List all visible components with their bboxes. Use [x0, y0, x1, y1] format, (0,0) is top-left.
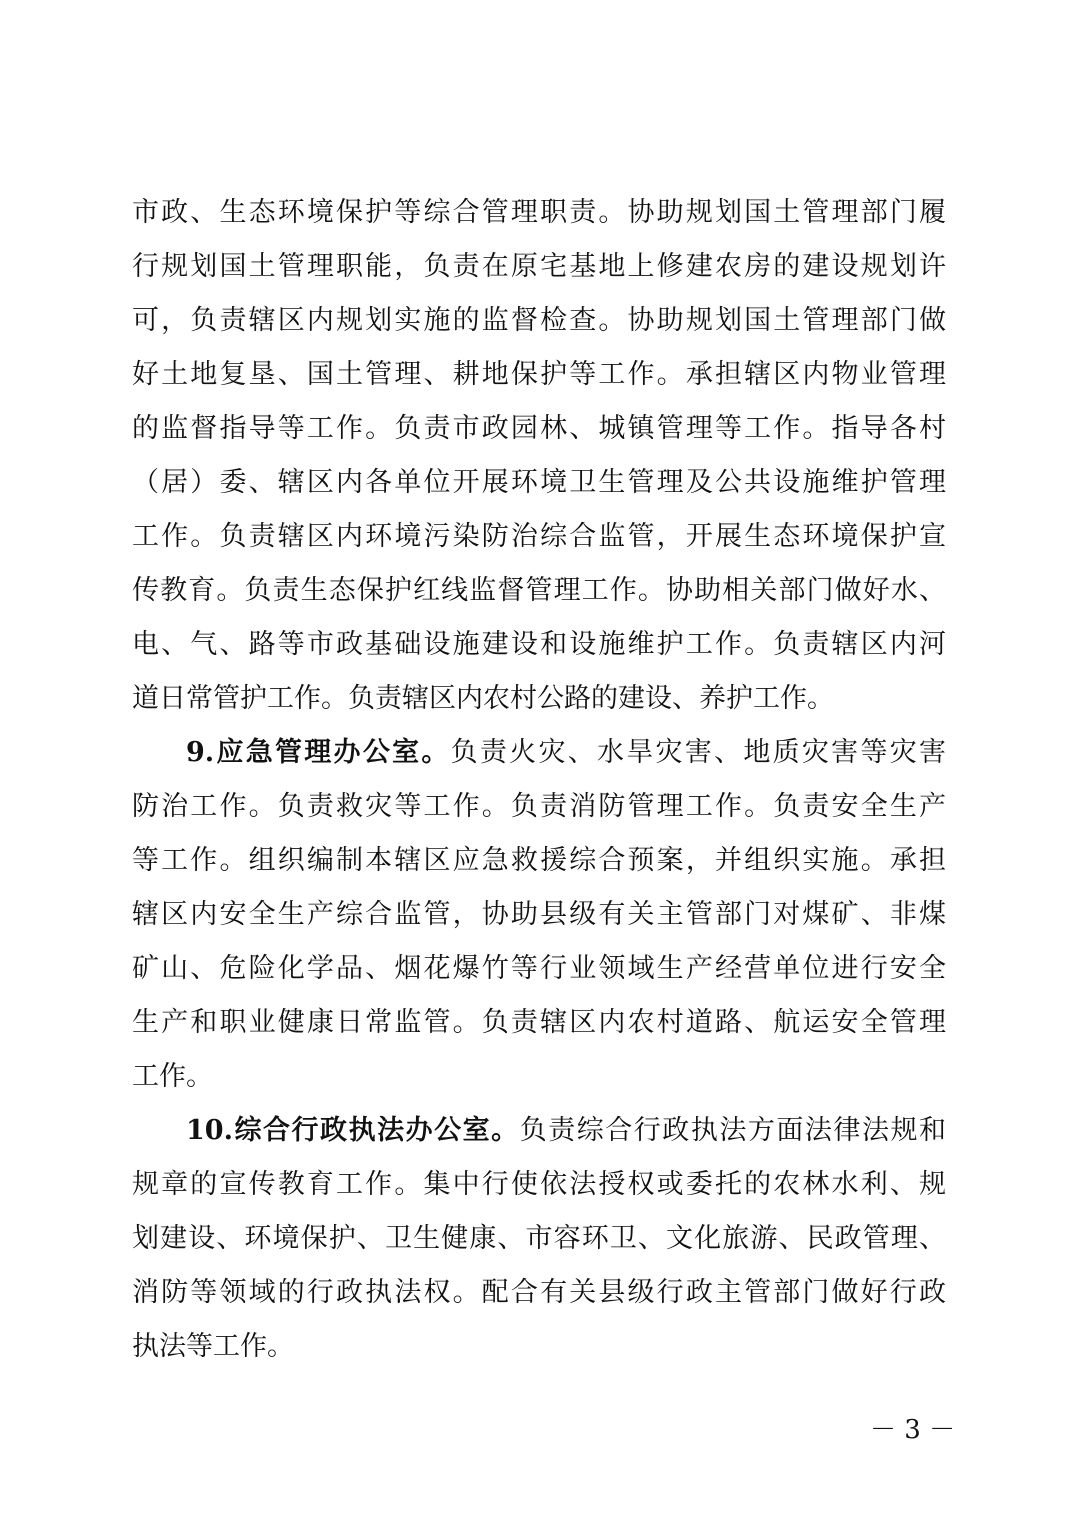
paragraph-continuation: [132, 186, 946, 726]
text-line: 电、气、路等市政基础设施建设和设施维护工作。负责辖区内河: [132, 629, 946, 660]
text-line: 规章的宣传教育工作。集中行使依法授权或委托的农林水利、规: [132, 1169, 946, 1200]
section-10-first-line-text: 负责综合行政执法方面法律法规和: [519, 1115, 946, 1146]
section-first-line: [132, 1104, 946, 1158]
text-line: 市政、生态环境保护等综合管理职责。协助规划国土管理部门履: [132, 197, 946, 228]
section-9-paragraph: [132, 726, 946, 1104]
page-number: － 3 －: [870, 1415, 956, 1445]
text-line: 消防等领域的行政执法权。配合有关县级行政主管部门做好行政: [132, 1277, 946, 1308]
text-line: 划建设、环境保护、卫生健康、市容环卫、文化旅游、民政管理、: [132, 1223, 946, 1254]
text-line: 的监督指导等工作。负责市政园林、城镇管理等工作。指导各村: [132, 413, 946, 444]
text-line: 工作。: [132, 1061, 213, 1092]
text-line: （居）委、辖区内各单位开展环境卫生管理及公共设施维护管理: [132, 467, 946, 498]
section-10-paragraph: [132, 1104, 946, 1374]
document-body: [132, 186, 946, 1374]
text-line: 行规划国土管理职能，负责在原宅基地上修建农房的建设规划许: [132, 251, 946, 282]
section-first-line: [132, 726, 946, 780]
section-9-heading: 9.应急管理办公室。: [186, 737, 451, 768]
text-line: 生产和职业健康日常监管。负责辖区内农村道路、航运安全管理: [132, 1007, 946, 1038]
text-line: 矿山、危险化学品、烟花爆竹等行业领域生产经营单位进行安全: [132, 953, 946, 984]
section-9-first-line-text: 负责火灾、水旱灾害、地质灾害等灾害: [450, 737, 946, 768]
text-line: 辖区内安全生产综合监管，协助县级有关主管部门对煤矿、非煤: [132, 899, 946, 930]
text-line: 执法等工作。: [132, 1331, 294, 1362]
text-line: 等工作。组织编制本辖区应急救援综合预案，并组织实施。承担: [132, 845, 946, 876]
section-10-heading: 10.综合行政执法办公室。: [186, 1115, 520, 1146]
text-line: 防治工作。负责救灾等工作。负责消防管理工作。负责安全生产: [132, 791, 946, 822]
text-line: 可，负责辖区内规划实施的监督检查。协助规划国土管理部门做: [132, 305, 946, 336]
text-line: 道日常管护工作。负责辖区内农村公路的建设、养护工作。: [132, 683, 834, 714]
text-line: 传教育。负责生态保护红线监督管理工作。协助相关部门做好水、: [132, 575, 946, 606]
text-line: 好土地复垦、国土管理、耕地保护等工作。承担辖区内物业管理: [132, 359, 946, 390]
text-line: 工作。负责辖区内环境污染防治综合监管，开展生态环境保护宣: [132, 521, 946, 552]
